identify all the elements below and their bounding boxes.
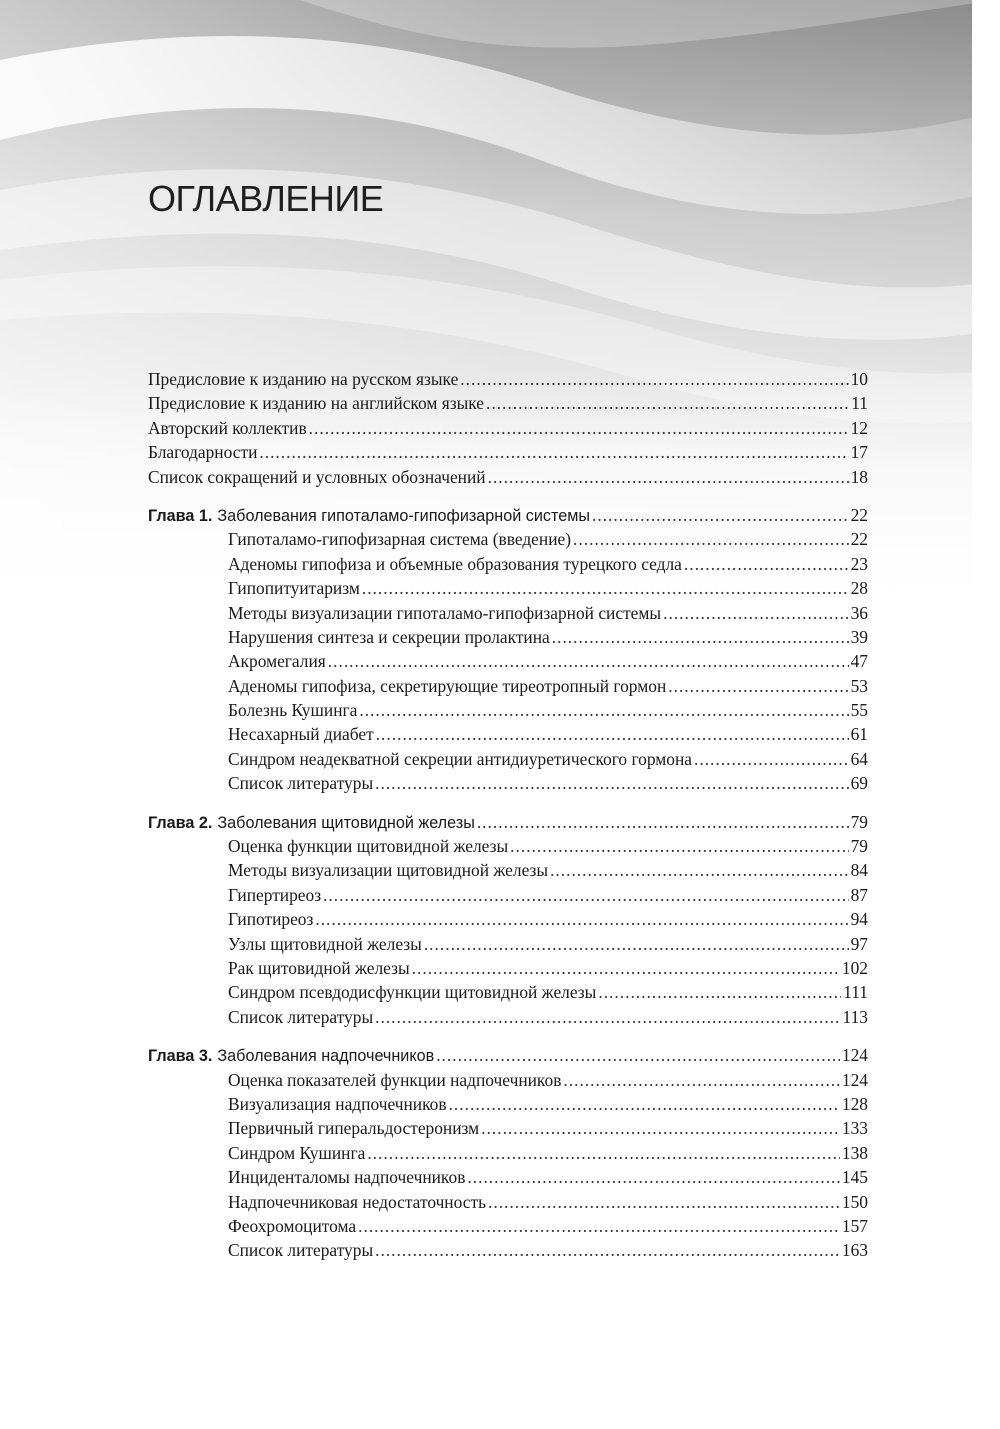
toc-entry-title: Оценка показателей функции надпочечников bbox=[228, 1069, 562, 1090]
toc-page-number: 18 bbox=[850, 466, 868, 487]
dot-leader bbox=[460, 367, 848, 391]
dot-leader bbox=[315, 907, 848, 931]
toc-page-number: 69 bbox=[850, 773, 868, 794]
dot-leader bbox=[359, 698, 848, 722]
toc-entry[interactable] bbox=[228, 1092, 868, 1116]
dot-leader bbox=[328, 649, 849, 673]
dot-leader bbox=[510, 834, 848, 858]
toc-page-number: 17 bbox=[850, 442, 868, 463]
toc-entry-title: Гипертиреоз bbox=[228, 884, 322, 905]
toc-entry-title: Авторский коллектив bbox=[148, 417, 307, 438]
dot-leader bbox=[436, 1043, 840, 1067]
toc-entry-title: Синдром псевдодисфункции щитовидной железы bbox=[228, 982, 597, 1003]
toc-entry[interactable] bbox=[228, 527, 868, 551]
toc-page-number: 39 bbox=[850, 626, 868, 647]
chapter-title: Заболевания щитовидной железы bbox=[217, 813, 475, 832]
toc-entry[interactable] bbox=[148, 416, 868, 440]
dot-leader bbox=[375, 771, 848, 795]
dot-leader bbox=[488, 1190, 840, 1214]
dot-leader bbox=[488, 465, 849, 489]
toc-page-number: 53 bbox=[850, 675, 868, 696]
chapter-2 bbox=[148, 810, 868, 1030]
toc-entry-title: Гипотиреоз bbox=[228, 909, 314, 930]
toc-page-number: 163 bbox=[841, 1240, 868, 1261]
toc-entry[interactable] bbox=[228, 1214, 868, 1238]
toc-entry-title: Список литературы bbox=[228, 1240, 374, 1261]
toc-entry-title: Список литературы bbox=[228, 773, 374, 794]
toc-page-number: 11 bbox=[851, 393, 868, 414]
dot-leader bbox=[367, 1141, 840, 1165]
dot-leader bbox=[694, 747, 849, 771]
dot-leader bbox=[412, 956, 840, 980]
chapter-sections bbox=[148, 834, 868, 1029]
toc-entry[interactable] bbox=[228, 601, 868, 625]
toc-entry-title: Надпочечниковая недостаточность bbox=[228, 1191, 486, 1212]
dot-leader bbox=[563, 1068, 840, 1092]
chapter-heading[interactable] bbox=[148, 503, 868, 527]
toc-page-number: 79 bbox=[850, 811, 868, 832]
toc-page-number: 12 bbox=[850, 417, 868, 438]
dot-leader bbox=[323, 883, 849, 907]
toc-page-number: 28 bbox=[850, 578, 868, 599]
toc-entry[interactable] bbox=[148, 367, 868, 391]
toc-entry-title: Благодарности bbox=[148, 442, 258, 463]
toc-page-number: 22 bbox=[850, 504, 868, 525]
toc-page-number: 94 bbox=[850, 909, 868, 930]
toc-entry-title: Предисловие к изданию на русском языке bbox=[148, 369, 459, 389]
toc-page-number: 61 bbox=[850, 724, 868, 745]
toc-entry[interactable] bbox=[228, 1068, 868, 1092]
dot-leader bbox=[486, 391, 849, 415]
toc-page-number: 138 bbox=[841, 1142, 868, 1163]
toc-page-number: 124 bbox=[841, 1045, 868, 1066]
dot-leader bbox=[668, 674, 848, 698]
toc-entry[interactable] bbox=[228, 834, 868, 858]
dot-leader bbox=[684, 552, 849, 576]
toc-entry-title: Список литературы bbox=[228, 1006, 374, 1027]
toc-entry-title: Первичный гиперальдостеронизм bbox=[228, 1118, 480, 1139]
toc-entry[interactable] bbox=[228, 1190, 868, 1214]
chapter-title: Заболевания гипоталамо-гипофизарной системы bbox=[217, 506, 590, 525]
chapter-3 bbox=[148, 1043, 868, 1263]
toc-entry[interactable] bbox=[228, 747, 868, 771]
toc-entry-title: Болезнь Кушинга bbox=[228, 700, 358, 721]
toc-entry[interactable] bbox=[228, 625, 868, 649]
toc-entry[interactable] bbox=[228, 907, 868, 931]
toc-entry[interactable] bbox=[228, 1238, 868, 1262]
toc-page-number: 133 bbox=[841, 1118, 868, 1139]
toc-page-number: 124 bbox=[841, 1069, 868, 1090]
chapter-heading[interactable] bbox=[148, 810, 868, 834]
dot-leader bbox=[550, 858, 849, 882]
toc-page-number: 87 bbox=[850, 884, 868, 905]
toc-page-number: 97 bbox=[850, 933, 868, 954]
chapter-label: Глава 2. bbox=[148, 813, 213, 832]
toc-entry[interactable] bbox=[228, 674, 868, 698]
dot-leader bbox=[362, 576, 849, 600]
toc-page-number: 22 bbox=[850, 529, 868, 550]
toc-entry[interactable] bbox=[228, 932, 868, 956]
table-of-contents bbox=[148, 367, 868, 1263]
toc-page-number: 102 bbox=[841, 957, 868, 978]
toc-entry[interactable] bbox=[228, 552, 868, 576]
toc-entry-title: Методы визуализации гипоталамо-гипофизарной системы bbox=[228, 602, 662, 623]
toc-entry[interactable] bbox=[228, 771, 868, 795]
dot-leader bbox=[358, 1214, 840, 1238]
toc-entry[interactable] bbox=[228, 698, 868, 722]
toc-entry-title: Инциденталомы надпочечников bbox=[228, 1167, 466, 1188]
toc-entry-title: Предисловие к изданию на английском языке bbox=[148, 393, 484, 414]
dot-leader bbox=[309, 416, 849, 440]
chapter-sections bbox=[148, 527, 868, 795]
toc-page-number: 150 bbox=[841, 1191, 868, 1212]
dot-leader bbox=[481, 1116, 840, 1140]
dot-leader bbox=[477, 810, 849, 834]
toc-entry-title: Синдром Кушинга bbox=[228, 1142, 366, 1163]
toc-entry[interactable] bbox=[228, 1005, 868, 1029]
dot-leader bbox=[592, 503, 849, 527]
dot-leader bbox=[449, 1092, 840, 1116]
toc-entry-title: Акромегалия bbox=[228, 651, 326, 672]
toc-page-number: 23 bbox=[850, 553, 868, 574]
toc-entry-title: Феохромоцитома bbox=[228, 1215, 357, 1236]
toc-entry[interactable] bbox=[228, 883, 868, 907]
dot-leader bbox=[573, 527, 849, 551]
toc-page-number: 47 bbox=[850, 651, 868, 672]
dot-leader bbox=[376, 722, 849, 746]
dot-leader bbox=[375, 1005, 840, 1029]
toc-entry-title: Рак щитовидной железы bbox=[228, 957, 410, 978]
toc-page-number: 64 bbox=[850, 748, 868, 769]
chapter-heading[interactable] bbox=[148, 1043, 868, 1067]
toc-entry-title: Синдром неадекватной секреции антидиуретического гормона bbox=[228, 748, 693, 769]
toc-page-number: 84 bbox=[850, 860, 868, 881]
dot-leader bbox=[375, 1238, 840, 1262]
toc-entry[interactable] bbox=[228, 1116, 868, 1140]
toc-entry-title: Узлы щитовидной железы bbox=[228, 933, 422, 954]
toc-entry-title: Гипоталамо-гипофизарная система (введение) bbox=[228, 529, 572, 550]
toc-entry-title: Оценка функции щитовидной железы bbox=[228, 836, 509, 857]
toc-page-number: 113 bbox=[842, 1006, 868, 1027]
page-title: ОГЛАВЛЕНИЕ bbox=[148, 178, 384, 219]
front-matter-list bbox=[148, 367, 868, 489]
toc-entry[interactable] bbox=[228, 1165, 868, 1189]
toc-entry-title: Несахарный диабет bbox=[228, 724, 374, 745]
dot-leader bbox=[663, 601, 849, 625]
toc-page-number: 145 bbox=[841, 1167, 868, 1188]
toc-entry-title: Визуализация надпочечников bbox=[228, 1093, 447, 1114]
toc-entry[interactable] bbox=[228, 1141, 868, 1165]
toc-entry[interactable] bbox=[228, 858, 868, 882]
toc-page-number: 55 bbox=[850, 700, 868, 721]
dot-leader bbox=[467, 1165, 840, 1189]
chapter-1 bbox=[148, 503, 868, 796]
toc-entry[interactable] bbox=[228, 722, 868, 746]
toc-page-number: 36 bbox=[850, 602, 868, 623]
toc-entry-title: Аденомы гипофиза и объемные образования турецкого седла bbox=[228, 553, 682, 574]
toc-page-number: 111 bbox=[843, 982, 868, 1003]
toc-entry-title: Список сокращений и условных обозначений bbox=[148, 466, 486, 487]
chapter-sections bbox=[148, 1068, 868, 1263]
chapter-label: Глава 1. bbox=[148, 506, 213, 525]
toc-entry-title: Аденомы гипофиза, секретирующие тиреотропный гормон bbox=[228, 675, 667, 696]
toc-entry[interactable] bbox=[148, 440, 868, 464]
dot-leader bbox=[598, 980, 841, 1004]
toc-entry-title: Гипопитуитаризм bbox=[228, 578, 360, 599]
toc-entry[interactable] bbox=[228, 956, 868, 980]
toc-entry[interactable] bbox=[148, 465, 868, 489]
toc-page-number: 128 bbox=[841, 1093, 868, 1114]
toc-entry[interactable] bbox=[228, 649, 868, 673]
dot-leader bbox=[259, 440, 848, 464]
page-right-margin bbox=[972, 0, 1000, 1429]
toc-page-number: 10 bbox=[850, 369, 868, 389]
toc-entry[interactable] bbox=[228, 576, 868, 600]
toc-entry[interactable] bbox=[228, 980, 868, 1004]
toc-entry[interactable] bbox=[148, 391, 868, 415]
toc-entry-title: Нарушения синтеза и секреции пролактина bbox=[228, 626, 550, 647]
chapter-label: Глава 3. bbox=[148, 1047, 213, 1066]
dot-leader bbox=[424, 932, 849, 956]
dot-leader bbox=[552, 625, 849, 649]
chapter-title: Заболевания надпочечников bbox=[217, 1047, 435, 1066]
toc-page-number: 157 bbox=[841, 1215, 868, 1236]
toc-page-number: 79 bbox=[850, 836, 868, 857]
toc-entry-title: Методы визуализации щитовидной железы bbox=[228, 860, 549, 881]
